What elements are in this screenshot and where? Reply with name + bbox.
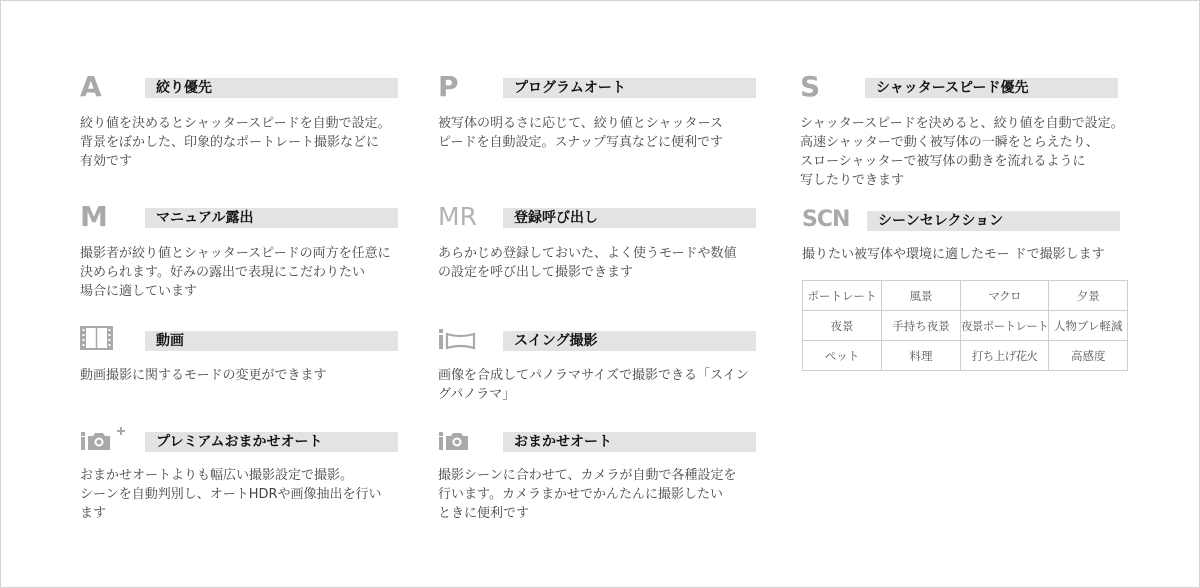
table-cell: 手持ち夜景 xyxy=(882,311,961,341)
table-cell: 高感度 xyxy=(1049,341,1128,371)
mode-title: スイング撮影 xyxy=(503,331,756,351)
mode-description: 絞り値を決めるとシャッタースピードを自動で設定。 背景をぼかした、印象的なポートレート撮影などに 有効です xyxy=(80,116,391,169)
mode-description: おまかせオートよりも幅広い撮影設定で撮影。 シーンを自動判別し、オートHDRや画像抽出を行い ます xyxy=(80,468,382,521)
mode-title: マニュアル露出 xyxy=(145,208,398,228)
mode-description: あらかじめ登録しておいた、よく使うモードや数値 の設定を呼び出して撮影できます xyxy=(438,246,737,280)
mode-title: プレミアムおまかせオート xyxy=(145,432,398,452)
manual-exposure-icon: M xyxy=(80,200,108,233)
table-cell: 人物ブレ軽減 xyxy=(1049,311,1128,341)
mode-description: 画像を合成してパノラマサイズで撮影できる「スイン グパノラマ」 xyxy=(438,368,749,402)
mode-title: おまかせオート xyxy=(503,432,756,452)
mode-description: 撮りたい被写体や環境に適したモー ドで撮影します xyxy=(802,247,1105,262)
scene-selection-icon: SCN xyxy=(802,207,850,232)
mode-title: 動画 xyxy=(145,331,398,351)
table-row xyxy=(803,341,1128,371)
table-cell: 夜景ポートレート xyxy=(961,311,1049,341)
table-cell: ペット xyxy=(803,341,882,371)
table-cell: マクロ xyxy=(961,281,1049,311)
shutter-priority-icon: S xyxy=(800,70,821,103)
mode-title: プログラムオート xyxy=(503,78,756,98)
aperture-priority-icon: A xyxy=(80,70,102,103)
table-cell: 打ち上げ花火 xyxy=(961,341,1049,371)
table-row xyxy=(803,311,1128,341)
program-auto-icon: P xyxy=(438,70,459,103)
mode-description: 撮影シーンに合わせて、カメラが自動で各種設定を 行います。カメラまかせでかんたんに撮影したい ときに便利です xyxy=(438,468,737,521)
mode-description: シャッタースピードを決めると、絞り値を自動で設定。 高速シャッターで動く被写体の一瞬をとらえたり、 スローシャッターで被写体の動きを流れるように 写したりできます xyxy=(800,116,1124,188)
mode-title: 絞り優先 xyxy=(145,78,398,98)
mode-title: 登録呼び出し xyxy=(503,208,756,228)
memory-recall-icon: MR xyxy=(438,202,477,231)
mode-description: 被写体の明るさに応じて、絞り値とシャッタース ピードを自動設定。スナップ写真などに便利です xyxy=(438,116,723,150)
table-cell: 夜景 xyxy=(803,311,882,341)
mode-description: 撮影者が絞り値とシャッタースピードの両方を任意に 決められます。好みの露出で表現にこだわりたい 場合に適しています xyxy=(80,246,391,299)
table-row xyxy=(803,281,1128,311)
table-cell: 夕景 xyxy=(1049,281,1128,311)
table-cell: 料理 xyxy=(882,341,961,371)
sweep-panorama-icon xyxy=(438,325,498,355)
mode-title: シャッタースピード優先 xyxy=(865,78,1118,98)
table-cell: 風景 xyxy=(882,281,961,311)
table-cell: ポートレート xyxy=(803,281,882,311)
movie-film-icon xyxy=(80,325,140,355)
mode-title: シーンセレクション xyxy=(867,211,1120,231)
mode-description: 動画撮影に関するモードの変更ができます xyxy=(80,368,327,383)
intelligent-auto-camera-icon xyxy=(438,426,498,456)
scene-table xyxy=(802,280,1128,371)
superior-auto-camera-icon xyxy=(80,426,140,456)
